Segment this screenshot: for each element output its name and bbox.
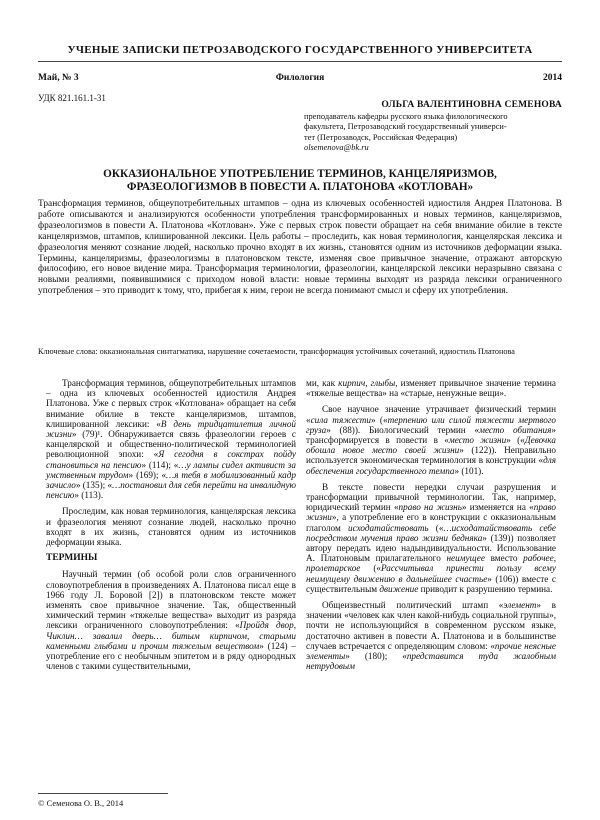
right-column [306,378,556,677]
affiliation-line: тет (Петрозаводск, Российская Федерация) [304,132,458,142]
title-line-1: ОККАЗИОНАЛЬНОЕ УПОТРЕБЛЕНИЕ ТЕРМИНОВ, КАНЦЕЛЯРИЗМОВ, [103,168,497,180]
title-line-2: ФРАЗЕОЛОГИЗМОВ В ПОВЕСТИ А. ПЛАТОНОВА «КОТЛОВАН» [126,181,474,193]
author-email[interactable]: olsemenova@bk.ru [304,143,369,153]
left-column [46,378,296,677]
journal-title: УЧЕНЫЕ ЗАПИСКИ ПЕТРОЗАВОДСКОГО ГОСУДАРСТВЕННОГО УНИВЕРСИТЕТА [67,44,533,56]
paragraph: Свое научное значение утрачивает физический термин «сила тяжести» («терпению или силой тяжести мертвого груза» (88)). Биологический термин «место обитания» трансформируется в повести в «место жизни» («Девочка обошла новое место своей жизни» (122)). Неправильно используется экономическая терминология в конструкции «для обеспечения государственного темпа» (101). [306,404,556,476]
year-label: 2014 [543,73,562,83]
paragraph: Общеизвестный политический штамп «элемент» в значении «человек как член какой-нибудь социальной группы», почти не использующийся в современном русском языке, достаточно активен в повести А. Платонова и в большинстве случаев встречается с определяющим словом: «прочие неясные элементы» (180); «представится туда жалобным нетрудовым [306,600,556,672]
article-title [38,168,562,194]
paragraph: ми, как кирпич, глыбы, изменяет привычное значение термина «тяжелые вещества» на «старые, ненужные вещи». [306,378,556,399]
author-affiliation [304,112,562,154]
author-name: ОЛЬГА ВАЛЕНТИНОВНА СЕМЕНОВА [381,100,562,110]
issue-label: Май, № 3 [38,73,79,83]
paragraph: Научный термин (об особой роли слов ограниченного словоупотребления в произведениях А. Платонова писал еще в 1966 году Л. Боровой [2]) в платоновском тексте может изменять свое привычное значение. Так, общественный химический термин «тяжелые вещества» выходит из разряда лексики ограниченного словоупотребления: «Пройдя двор, Чиклин… завалил дверь… битым кирпичом, старыми каменными глыбами и прочим тяжелым веществом» (124) – употребление его с необычным эпитетом и в ряду однородных членов с такими существительными, [46,569,296,672]
affiliation-line: факультета, Петрозаводский государственный универси- [304,122,507,132]
udk-code: УДК 821.161.1-31 [38,93,106,103]
affiliation-line: преподаватель кафедры русского языка филологического [304,112,508,121]
section-label: Филология [275,73,325,83]
paragraph: Проследим, как новая терминология, канцелярская лексика и фразеология меняют сознание людей, насколько прочно входят в их жизнь, становятся одним из источников деформации языка. [46,506,296,548]
paragraph: Трансформация терминов, общеупотребительных штампов – одна из ключевых особенностей идиостиля Андрея Платонова. Уже с первых строк «Котлована» обращает на себя внимание обилие в тексте канцеляризмов, штампов, клишированной лексики: «В день тридцатилетия личной жизни» (79)¹. Обнаруживается связь фразеологии героев с канцелярской и общественно-политической терминологией революционной эпохи: «Я сегодня в сокстрах пойду становиться на пенсию» (114); «…у лампы сидел активист за умственным трудом» (169); «…я тебя в мобилизованный кадр зачисло» (135); «…постановил для себя перейти на инвалидную пенсию» (113). [46,378,297,501]
paragraph: В тексте повести нередки случаи разрушения и трансформации привычной терминологии. Так, например, юридический термин «право на жизнь» изменяется на «право жизни», а употребление его в конструкции с окказиональным глаголом исходатайствовать («…исходатайствовать себе посредством мучения право жизни бедняка» (139)) позволяет автору передать идею надындивидуальности. Использование А. Платоновым прилагательного неимущее вместо рабочее, пролетарское («Рассчитывал принести пользу всему неимущему движению в дальнейшее счастье» (106)) вместе с существительным движение приводит к разрушению термина. [306,481,557,594]
abstract: Трансформация терминов, общеупотребительных штампов – одна из ключевых особенностей идиостиля Андрея Платонова. В работе описываются и анализируются особенности употребления трансформированных и новых терминов, канцеляризмов, фразеологизмов в повести А. Платонова «Котлован». Уже с первых строк повести обращает на себя внимание обилие в тексте канцеляризмов, штампов, клишированной лексики. Цель работы – проследить, как новая терминология, канцелярская лексика и фразеология меняют сознание людей, насколько прочно входят в их жизнь, становятся одним из источников деформации языка. Термины, канцеляризмы, фразеологизмы в платоновском тексте, изменяя свое привычное значение, отражают авторскую философию, его новое видение мира. Трансформация терминологии, фразеологии, канцелярской лексики неразрывно связана с новыми реалиями, появившимися с приходом новой власти: новые термины выходят из разряда лексики ограниченного употребления – это приводит к тому, что, прибегая к ним, герои не всегда понимают смысл и сферу их употребления. [38,199,562,297]
header-rule [38,61,562,62]
section-heading: ТЕРМИНЫ [46,553,98,564]
footnote-rule [38,793,168,794]
keywords: Ключевые слова: окказиональная синтагматика, нарушение сочетаемости, трансформация устойчивых сочетаний, идиостиль Платонова [38,347,515,356]
copyright: © Семенова О. В., 2014 [38,798,124,808]
